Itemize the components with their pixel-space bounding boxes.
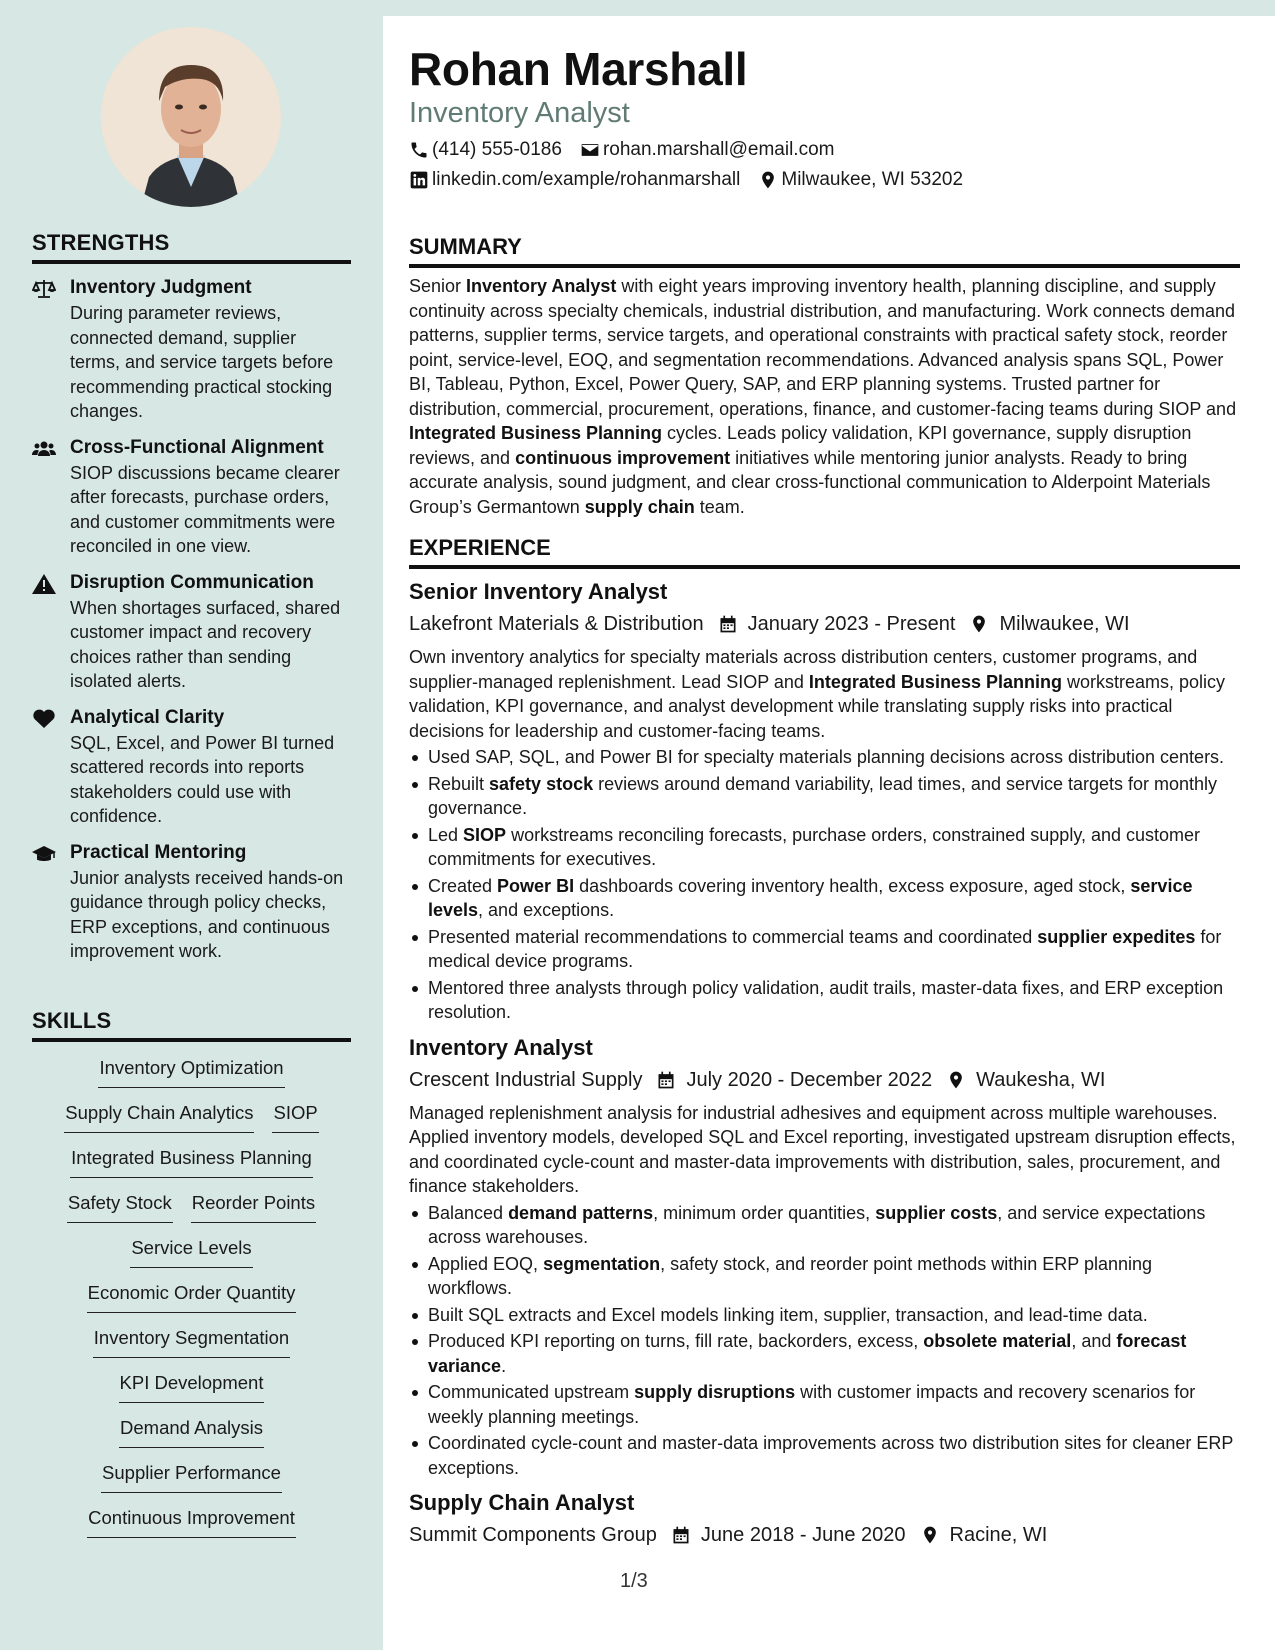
strength-desc: SIOP discussions became clearer after forecasts, purchase orders, and customer commitments were reconciled in one view. bbox=[70, 462, 340, 556]
text-run: initiatives while mentoring junior analysts. Ready to bring accurate analysis, sound judgment, and clear cross-functional communication to Alderpoint Materials Group’s Germantown bbox=[409, 447, 1211, 517]
job-summary bbox=[409, 1101, 1240, 1199]
phone-icon bbox=[409, 140, 429, 160]
skill-row bbox=[119, 1416, 264, 1461]
bullet-item bbox=[409, 745, 1240, 770]
job-meta bbox=[409, 1067, 1240, 1093]
bold-keyword: supplier expedites bbox=[1037, 926, 1196, 947]
skill-row bbox=[87, 1281, 297, 1326]
bold-keyword: obsolete material bbox=[923, 1331, 1072, 1351]
page-number: 1/3 bbox=[620, 1570, 648, 1592]
job-meta bbox=[409, 1522, 1240, 1548]
skill-tag: Safety Stock bbox=[67, 1191, 173, 1223]
bullet-item bbox=[409, 1303, 1240, 1328]
sidebar bbox=[0, 0, 383, 1650]
skill-tag: Continuous Improvement bbox=[87, 1506, 296, 1538]
bullet-item bbox=[409, 1431, 1240, 1480]
job-entry bbox=[409, 579, 1240, 1025]
strengths-section bbox=[32, 230, 351, 964]
bullet-item bbox=[409, 1329, 1240, 1378]
bold-keyword: safety stock bbox=[489, 773, 594, 794]
skill-row bbox=[101, 1461, 282, 1506]
text-run: Applied EOQ, bbox=[428, 1253, 544, 1274]
company-name: Summit Components Group bbox=[409, 1524, 657, 1546]
text-run: . bbox=[501, 1355, 507, 1376]
location-text: Milwaukee, WI 53202 bbox=[781, 169, 964, 190]
skill-tag: Integrated Business Planning bbox=[70, 1146, 313, 1178]
job-location bbox=[969, 611, 1129, 637]
bold-keyword: Power BI bbox=[497, 875, 575, 896]
job-bullets bbox=[409, 1201, 1240, 1481]
job-location-text: Racine, WI bbox=[949, 1524, 1048, 1546]
linkedin-text[interactable]: linkedin.com/example/rohanmarshall bbox=[432, 169, 741, 190]
bold-keyword: supplier costs bbox=[875, 1202, 998, 1223]
bold-keyword: segmentation bbox=[543, 1253, 661, 1274]
strength-title: Inventory Judgment bbox=[70, 277, 252, 298]
linkedin-item[interactable] bbox=[409, 169, 740, 191]
map-pin-icon bbox=[946, 1070, 976, 1090]
bold-keyword: Integrated Business Planning bbox=[808, 671, 1062, 692]
strengths-heading: STRENGTHS bbox=[32, 230, 351, 264]
bold-keyword: forecast variance bbox=[428, 1331, 1187, 1376]
company-name: Lakefront Materials & Distribution bbox=[409, 613, 704, 635]
heart-icon bbox=[32, 707, 70, 829]
experience-heading: EXPERIENCE bbox=[409, 535, 1240, 569]
strength-body bbox=[70, 707, 351, 829]
strength-desc: SQL, Excel, and Power BI turned scattered records into reports stakeholders could use with confidence. bbox=[70, 732, 335, 826]
text-run: Presented material recommendations to commercial teams and coordinated bbox=[428, 926, 1038, 947]
skill-row bbox=[87, 1506, 296, 1551]
profile-photo bbox=[101, 27, 281, 207]
text-run: Senior bbox=[409, 276, 467, 296]
calendar-icon bbox=[671, 1525, 701, 1545]
skill-tag: Service Levels bbox=[130, 1236, 252, 1268]
strength-body bbox=[70, 572, 351, 694]
skills-heading: SKILLS bbox=[32, 1008, 351, 1042]
text-run: Managed replenishment analysis for industrial adhesives and equipment across multiple warehouses. Applied inventory models, developed SQL and Excel reporting, investigated upstream disruption effects, and coordinated cycle-count and master-data improvements with distribution, sales, procurement, and finance stakeholders. bbox=[409, 1102, 1236, 1196]
bullet-item bbox=[409, 823, 1240, 872]
text-run: workstreams reconciling forecasts, purchase orders, constrained supply, and customer commitments for executives. bbox=[428, 824, 1201, 869]
text-run: with customer impacts and recovery scenarios for weekly planning meetings. bbox=[428, 1382, 1196, 1427]
strength-title: Analytical Clarity bbox=[70, 706, 225, 728]
candidate-role: Inventory Analyst bbox=[409, 97, 630, 129]
skill-tag: Supply Chain Analytics bbox=[64, 1101, 254, 1133]
bullet-item bbox=[409, 976, 1240, 1025]
bold-keyword: service levels bbox=[428, 875, 1193, 920]
strength-desc: Junior analysts received hands-on guidance through policy checks, ERP exceptions, and continuous improvement work. bbox=[70, 867, 344, 961]
strength-item bbox=[32, 842, 351, 964]
skill-row bbox=[93, 1326, 290, 1371]
map-pin-icon bbox=[920, 1525, 950, 1545]
skill-row bbox=[119, 1371, 265, 1416]
job-title: Senior Inventory Analyst bbox=[409, 579, 668, 604]
map-pin-icon bbox=[969, 614, 999, 634]
job-title: Supply Chain Analyst bbox=[409, 1490, 635, 1515]
strength-title: Practical Mentoring bbox=[70, 841, 247, 863]
text-run: Mentored three analysts through policy validation, audit trails, master-data fixes, and ERP exception resolution. bbox=[428, 977, 1224, 1022]
strength-body bbox=[70, 277, 351, 424]
bold-keyword: Inventory Analyst bbox=[466, 276, 617, 296]
map-pin-icon bbox=[758, 170, 778, 190]
job-entry bbox=[409, 1490, 1240, 1548]
skill-tag: Economic Order Quantity bbox=[87, 1281, 297, 1313]
text-run: , minimum order quantities, bbox=[653, 1202, 876, 1223]
skill-tag: Reorder Points bbox=[191, 1191, 316, 1223]
job-dates bbox=[656, 1067, 932, 1093]
summary-text bbox=[409, 274, 1240, 519]
skills-list bbox=[32, 1056, 351, 1551]
bold-keyword: supply chain bbox=[584, 496, 695, 517]
strengths-list bbox=[32, 277, 351, 964]
job-location-text: Milwaukee, WI bbox=[999, 613, 1130, 635]
text-run: Rebuilt bbox=[428, 773, 490, 794]
summary-section bbox=[409, 234, 1240, 519]
bullet-item bbox=[409, 1201, 1240, 1250]
strength-desc: When shortages surfaced, shared customer impact and recovery choices rather than sending isolated alerts. bbox=[70, 597, 341, 691]
bullet-item bbox=[409, 874, 1240, 923]
text-run: dashboards covering inventory health, excess exposure, aged stock, bbox=[574, 875, 1131, 896]
bullet-item bbox=[409, 1380, 1240, 1429]
text-run: , and service expectations across warehouses. bbox=[428, 1202, 1206, 1247]
calendar-icon bbox=[718, 614, 748, 634]
strength-title: Cross-Functional Alignment bbox=[70, 436, 324, 458]
job-location bbox=[946, 1067, 1105, 1093]
skill-tag: Inventory Optimization bbox=[98, 1056, 284, 1088]
job-title: Inventory Analyst bbox=[409, 1034, 593, 1060]
email-text[interactable]: rohan.marshall@email.com bbox=[602, 139, 835, 160]
experience-section bbox=[409, 535, 1240, 1548]
phone-text: (414) 555-0186 bbox=[432, 139, 562, 160]
text-run: Led bbox=[428, 824, 464, 845]
bullet-item bbox=[409, 925, 1240, 974]
location-item bbox=[758, 169, 963, 191]
text-run: for medical device programs. bbox=[428, 926, 1222, 971]
text-run: Own inventory analytics for specialty materials across distribution centers, customer programs, and supplier-managed replenishment. Lead SIOP and bbox=[409, 647, 1198, 692]
job-summary bbox=[409, 645, 1240, 743]
text-run: team. bbox=[694, 496, 745, 517]
skill-row bbox=[130, 1236, 252, 1281]
text-run: Coordinated cycle-count and master-data improvements across two distribution sites for cleaner ERP exceptions. bbox=[428, 1433, 1234, 1478]
text-run: Built SQL extracts and Excel models linking item, supplier, transaction, and lead-time data. bbox=[428, 1304, 1148, 1325]
calendar-icon bbox=[656, 1070, 686, 1090]
strength-item bbox=[32, 707, 351, 829]
job-dates-text: June 2018 - June 2020 bbox=[700, 1524, 906, 1546]
job-dates-text: January 2023 - Present bbox=[747, 613, 956, 635]
strength-body bbox=[70, 437, 351, 559]
strength-item bbox=[32, 277, 351, 424]
bold-keyword: demand patterns bbox=[508, 1202, 654, 1223]
bold-keyword: Integrated Business Planning bbox=[409, 423, 663, 443]
phone-item bbox=[409, 139, 562, 161]
summary-heading: SUMMARY bbox=[409, 234, 1240, 268]
candidate-name: Rohan Marshall bbox=[409, 43, 748, 95]
text-run: , and exceptions. bbox=[478, 900, 615, 920]
main-content bbox=[409, 16, 1240, 1548]
text-run: Communicated upstream bbox=[428, 1382, 635, 1402]
job-dates bbox=[718, 611, 956, 637]
contact-row-2 bbox=[409, 169, 1240, 191]
warning-icon bbox=[32, 572, 70, 694]
bold-keyword: SIOP bbox=[463, 824, 507, 845]
company-name: Crescent Industrial Supply bbox=[409, 1068, 643, 1091]
strength-title: Disruption Communication bbox=[70, 571, 314, 593]
strength-desc: During parameter reviews, connected demand, supplier terms, and service targets before recommending practical stocking changes. bbox=[70, 303, 334, 421]
skill-row bbox=[98, 1056, 284, 1101]
jobs-list bbox=[409, 579, 1240, 1548]
skill-row bbox=[64, 1101, 318, 1146]
contact-row-1 bbox=[409, 139, 1240, 161]
bullet-item bbox=[409, 1252, 1240, 1301]
skill-tag: KPI Development bbox=[119, 1371, 265, 1403]
job-location bbox=[920, 1522, 1048, 1548]
job-dates-text: July 2020 - December 2022 bbox=[686, 1068, 933, 1091]
text-run: Balanced bbox=[428, 1202, 509, 1223]
bold-keyword: supply disruptions bbox=[634, 1382, 796, 1402]
skill-tag: Supplier Performance bbox=[101, 1461, 282, 1493]
skill-row bbox=[67, 1191, 316, 1236]
text-run: Produced KPI reporting on turns, fill rate, backorders, excess, bbox=[428, 1331, 924, 1351]
job-entry bbox=[409, 1035, 1240, 1481]
text-run: Created bbox=[428, 875, 498, 896]
bullet-item bbox=[409, 772, 1240, 821]
skill-tag: Demand Analysis bbox=[119, 1416, 264, 1448]
strength-body bbox=[70, 842, 351, 964]
skill-tag: SIOP bbox=[272, 1101, 318, 1133]
strength-item bbox=[32, 437, 351, 559]
skill-row bbox=[70, 1146, 313, 1191]
skills-section bbox=[32, 1008, 351, 1551]
text-run: with eight years improving inventory health, planning discipline, and supply continuity across specialty chemicals, industrial distribution, and manufacturing. Work connects demand patterns, supplier terms, service targets, and operational constraints with practical safety stock, reorder point, service-level, EOQ, and segmentation recommendations. Advanced analysis spans SQL, Power BI, Tableau, Python, Excel, Power Query, SAP, and ERP planning systems. Trusted partner for distribution, commercial, procurement, operations, finance, and customer-facing teams during SIOP and bbox=[409, 276, 1237, 419]
text-run: workstreams, policy validation, KPI governance, and analyst development while translating supply risks into practical decisions for leadership and customer-facing teams. bbox=[409, 671, 1226, 741]
job-dates bbox=[671, 1522, 906, 1548]
skill-tag: Inventory Segmentation bbox=[93, 1326, 290, 1358]
text-run: cycles. Leads policy validation, KPI governance, supply disruption reviews, and bbox=[409, 423, 1192, 468]
email-item[interactable] bbox=[580, 139, 835, 161]
strength-item bbox=[32, 572, 351, 694]
text-run: reviews around demand variability, lead times, and service targets for monthly governance. bbox=[428, 773, 1218, 818]
text-run: , safety stock, and reorder point methods within ERP planning workflows. bbox=[428, 1253, 1153, 1298]
text-run: , and bbox=[1071, 1331, 1117, 1351]
users-icon bbox=[32, 437, 70, 559]
job-meta bbox=[409, 611, 1240, 637]
graduation-cap-icon bbox=[32, 842, 70, 964]
job-bullets bbox=[409, 745, 1240, 1025]
bold-keyword: continuous improvement bbox=[515, 447, 731, 468]
linkedin-icon bbox=[409, 170, 429, 190]
text-run: Used SAP, SQL, and Power BI for specialty materials planning decisions across distribution centers. bbox=[428, 747, 1225, 767]
scale-icon bbox=[32, 277, 70, 424]
envelope-icon bbox=[580, 140, 600, 160]
job-location-text: Waukesha, WI bbox=[976, 1068, 1106, 1091]
